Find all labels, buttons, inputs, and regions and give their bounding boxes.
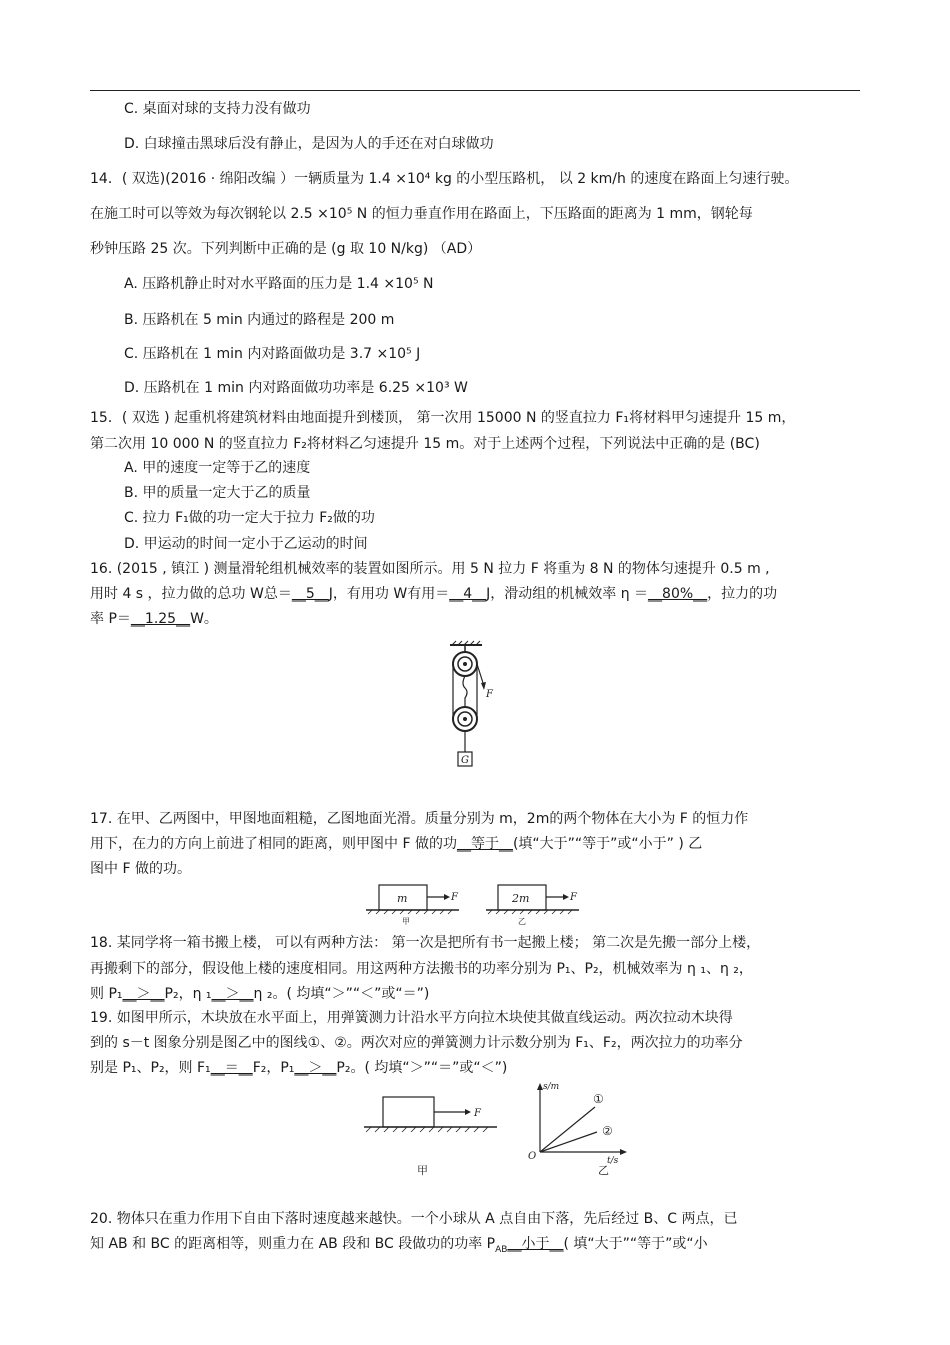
q13-option-d: D. 白球撞击黑球后没有静止，是因为人的手还在对白球做功 — [124, 136, 494, 152]
q15-stem-line2: 第二次用 10 000 N 的竖直拉力 F₂将材料乙匀速提升 15 m。对于上述两个过程，下列说法中正确的是 (BC) — [90, 436, 760, 452]
q17-stem-line3: 图中 F 做的功。 — [90, 861, 191, 877]
q16-stem-line1: 16. (2015 , 镇江 ) 测量滑轮组机械效率的装置如图所示。用 5 N 拉力 F 将重为 8 N 的物体匀速提升 0.5 m , — [90, 561, 770, 577]
q14-option-b: B. 压路机在 5 min 内通过的路程是 200 m — [124, 312, 395, 328]
q17-text-b: (填“大于”“等于”或“小于” ) 乙 — [512, 836, 703, 852]
q20-subscript: AB — [495, 1244, 508, 1255]
q14-option-c: C. 压路机在 1 min 内对路面做功是 3.7 ×10⁵ J — [124, 346, 421, 362]
q14-option-a: A. 压路机静止时对水平路面的压力是 1.4 ×10⁵ N — [124, 276, 434, 292]
q19-text-c: P₂。( 均填“＞”“＝”或“＜”) — [336, 1060, 508, 1076]
pulley-figure — [440, 640, 500, 772]
q16-stem-line3 — [90, 610, 218, 628]
q15-option-a: A. 甲的速度一定等于乙的速度 — [124, 460, 311, 476]
block-graph-figure — [362, 1080, 662, 1180]
q16-text-b: J，有用功 W有用＝ — [328, 586, 450, 602]
q14-stem-line3: 秒钟压路 25 次。下列判断中正确的是 (g 取 10 N/kg) （AD） — [90, 241, 482, 257]
q14-option-d: D. 压路机在 1 min 内对路面做功功率是 6.25 ×10³ W — [124, 380, 468, 396]
q13-option-c: C. 桌面对球的支持力没有做功 — [124, 101, 311, 117]
q18-text-c: η ₂。( 均填“＞”“＜”或“＝”) — [253, 986, 430, 1002]
graph-line-1-label: ① — [593, 1092, 604, 1106]
q20-answer: __小于__ — [507, 1236, 564, 1252]
blocks-figure — [364, 877, 589, 925]
block-m-label: m — [397, 892, 408, 905]
q20-text-b: ( 填“大于”“等于”或“小 — [563, 1236, 708, 1252]
q14-stem-line1: 14．( 双选)(2016 · 绵阳改编 ）一辆质量为 1.4 ×10⁴ kg 的小型压路机， 以 2 km/h 的速度在路面上匀速行驶。 — [90, 171, 799, 187]
label-yi: 乙 — [518, 917, 526, 926]
figure-force-label: F — [474, 1108, 481, 1119]
header-rule — [90, 90, 860, 91]
q17-stem-line2 — [90, 835, 702, 853]
q19-stem-line1: 19. 如图甲所示，木块放在水平面上，用弹簧测力计沿水平方向拉木块使其做直线运动。两次拉动木块得 — [90, 1010, 733, 1026]
q15-option-b: B. 甲的质量一定大于乙的质量 — [124, 485, 311, 501]
force-label-yi: F — [570, 892, 577, 903]
q16-answer-efficiency: __80%__ — [648, 586, 708, 602]
pulley-weight-label: G — [461, 755, 469, 766]
q15-option-c: C. 拉力 F₁做的功一定大于拉力 F₂做的功 — [124, 510, 375, 526]
q18-text-b: P₂，η ₁ — [164, 986, 212, 1002]
q15-option-d: D. 甲运动的时间一定小于乙运动的时间 — [124, 536, 368, 552]
q18-stem-line1: 18. 某同学将一箱书搬上楼， 可以有两种方法： 第一次是把所有书一起搬上楼； 第二次是先搬一部分上楼， — [90, 935, 761, 951]
block-2m-label: 2m — [512, 892, 530, 905]
q18-stem-line3 — [90, 985, 429, 1003]
q19-stem-line2: 到的 s－t 图象分别是图乙中的图线①、②。两次对应的弹簧测力计示数分别为 F₁、F₂，两次拉力的功率分 — [90, 1035, 743, 1051]
q19-answer-power: __＞__ — [294, 1060, 337, 1076]
pulley-force-label: F — [486, 689, 493, 700]
q16-text-a: 用时 4 s ，拉力做的总功 W总＝ — [90, 586, 292, 602]
q18-text-a: 则 P₁ — [90, 986, 123, 1002]
graph-y-axis-label: s/m — [543, 1082, 560, 1092]
q16-text-e: 率 P＝ — [90, 611, 131, 627]
q18-answer-efficiency: __＞__ — [211, 986, 254, 1002]
figure-label-jia: 甲 — [417, 1164, 428, 1177]
q16-answer-power: __1.25__ — [130, 611, 191, 627]
q16-text-d: ，拉力的功 — [707, 586, 778, 602]
q19-stem-line3 — [90, 1059, 507, 1077]
q16-text-f: W。 — [190, 611, 218, 627]
graph-label-yi: 乙 — [598, 1164, 609, 1177]
q18-answer-power: __＞__ — [122, 986, 165, 1002]
q16-stem-line2 — [90, 585, 777, 603]
q20-stem-line2 — [90, 1235, 708, 1259]
graph-origin-label: O — [528, 1151, 537, 1162]
q17-stem-line1: 17. 在甲、乙两图中，甲图地面粗糙，乙图地面光滑。质量分别为 m，2m的两个物体在大小为 F 的恒力作 — [90, 811, 749, 827]
q18-stem-line2: 再搬剩下的部分，假设他上楼的速度相同。用这两种方法搬书的功率分别为 P₁、P₂，机械效率为 η ₁、η ₂， — [90, 961, 753, 977]
q19-text-b: F₂，P₁ — [252, 1060, 295, 1076]
label-jia: 甲 — [402, 917, 410, 926]
graph-x-axis-label: t/s — [607, 1156, 619, 1166]
q14-stem-line2: 在施工时可以等效为每次钢轮以 2.5 ×10⁵ N 的恒力垂直作用在路面上，下压路面的距离为 1 mm，钢轮每 — [90, 206, 753, 222]
q15-stem-line1: 15．( 双选 ) 起重机将建筑材料由地面提升到楼顶， 第一次用 15000 N 的竖直拉力 F₁将材料甲匀速提升 15 m， — [90, 410, 796, 426]
q16-text-c: J，滑动组的机械效率 η ＝ — [486, 586, 649, 602]
q19-answer-force: __＝__ — [210, 1060, 253, 1076]
q19-text-a: 别是 P₁、P₂，则 F₁ — [90, 1060, 211, 1076]
q17-text-a: 用下，在力的方向上前进了相同的距离，则甲图中 F 做的功 — [90, 836, 457, 852]
q20-stem-line1: 20. 物体只在重力作用下自由下落时速度越来越快。一个小球从 A 点自由下落，先后经过 B、C 两点，已 — [90, 1211, 738, 1227]
force-label-jia: F — [451, 892, 458, 903]
graph-line-2-label: ② — [602, 1124, 613, 1138]
q16-answer-total-work: __5__ — [291, 586, 329, 602]
q16-answer-useful-work: __4__ — [449, 586, 487, 602]
q17-answer: __等于__ — [456, 836, 513, 852]
q20-text-a: 知 AB 和 BC 的距离相等，则重力在 AB 段和 BC 段做功的功率 P — [90, 1236, 496, 1252]
